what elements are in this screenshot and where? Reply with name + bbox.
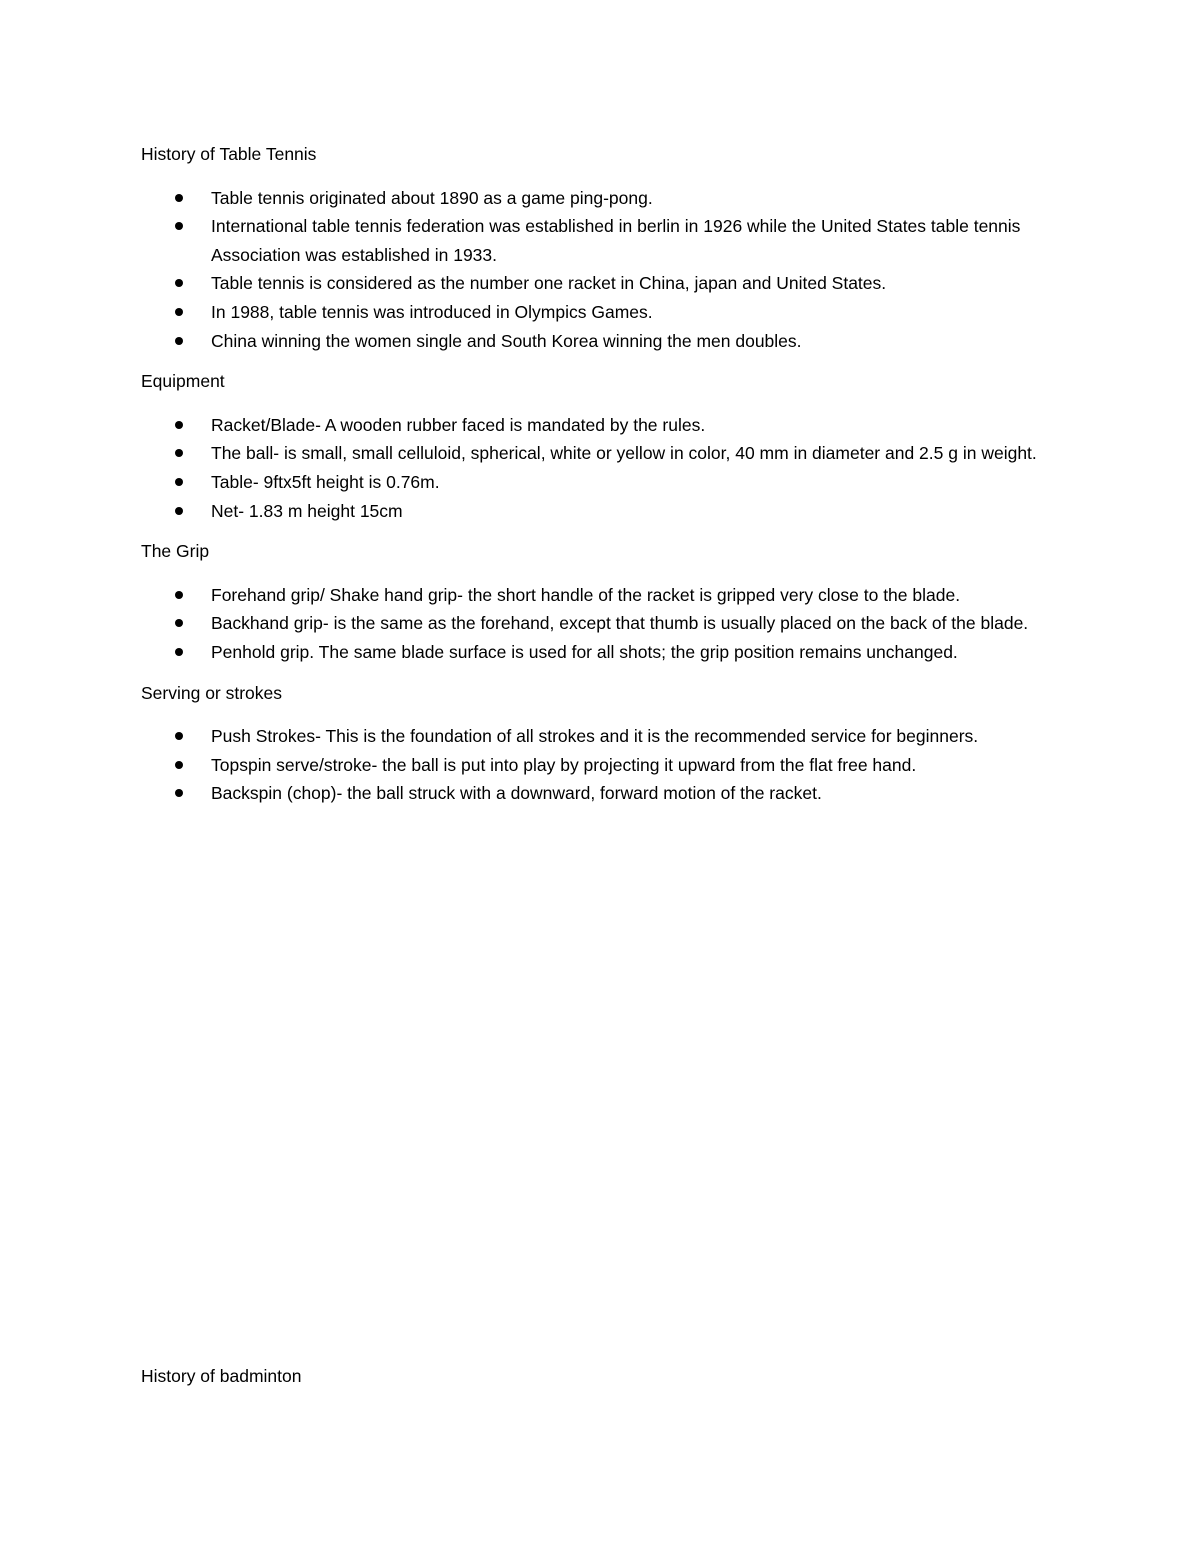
section-heading: Equipment: [141, 371, 225, 392]
list-item: [141, 298, 1071, 327]
bullet-list: [141, 581, 1071, 667]
list-item: [141, 439, 1071, 468]
bullet-icon: [175, 761, 183, 769]
section-serving-or-strokes: [141, 679, 1071, 808]
list-item: [141, 581, 1071, 610]
list-item: [141, 269, 1071, 298]
list-item: [141, 722, 1071, 751]
section-equipment: [141, 367, 1071, 525]
list-item: [141, 497, 1071, 526]
bullet-list: [141, 184, 1071, 356]
list-item: [141, 468, 1071, 497]
list-item-text: International table tennis federation was established in berlin in 1926 while the United States table tennis Association was established in 1933.: [211, 216, 1021, 265]
bullet-icon: [175, 789, 183, 797]
list-item: [141, 212, 1071, 269]
list-item: [141, 327, 1071, 356]
bullet-icon: [175, 421, 183, 429]
list-item-text: In 1988, table tennis was introduced in Olympics Games.: [211, 301, 653, 322]
bullet-list: [141, 411, 1071, 525]
bullet-icon: [175, 449, 183, 457]
section-heading: History of Table Tennis: [141, 144, 317, 164]
document-content: [141, 140, 1071, 820]
list-item: [141, 411, 1071, 440]
bullet-icon: [175, 591, 183, 599]
list-item-text: Table tennis is considered as the number one racket in China, japan and United States.: [211, 273, 887, 294]
section-history-table-tennis: [141, 140, 1071, 355]
bullet-icon: [175, 619, 183, 627]
list-item-text: Table- 9ftx5ft height is 0.76m.: [211, 471, 440, 492]
list-item-text: Penhold grip. The same blade surface is used for all shots; the grip position remains unchanged.: [211, 641, 958, 662]
list-item-text: Backspin (chop)- the ball struck with a downward, forward motion of the racket.: [211, 783, 822, 804]
bullet-icon: [175, 279, 183, 287]
list-item-text: Table tennis originated about 1890 as a game ping-pong.: [211, 187, 653, 208]
section-heading-badminton: History of badminton: [141, 1366, 302, 1386]
list-item: [141, 638, 1071, 667]
section-the-grip: [141, 537, 1071, 666]
list-item-text: Topspin serve/stroke- the ball is put into play by projecting it upward from the flat free hand.: [211, 754, 917, 775]
bullet-icon: [175, 507, 183, 515]
section-heading: Serving or strokes: [141, 682, 283, 703]
list-item-text: Racket/Blade- A wooden rubber faced is mandated by the rules.: [211, 414, 706, 435]
list-item: [141, 779, 1071, 808]
bullet-icon: [175, 732, 183, 740]
list-item: [141, 751, 1071, 780]
list-item-text: The ball- is small, small celluloid, spherical, white or yellow in color, 40 mm in diameter and 2.5 g in weight.: [211, 443, 1037, 464]
bullet-icon: [175, 648, 183, 656]
list-item: [141, 184, 1071, 213]
bullet-list: [141, 722, 1071, 808]
list-item-text: Net- 1.83 m height 15cm: [211, 500, 403, 521]
list-item-text: Forehand grip/ Shake hand grip- the short handle of the racket is gripped very close to the blade.: [211, 584, 961, 605]
bullet-icon: [175, 337, 183, 345]
bullet-icon: [175, 308, 183, 316]
section-heading: The Grip: [141, 541, 210, 562]
list-item-text: China winning the women single and South Korea winning the men doubles.: [211, 330, 802, 351]
list-item-text: Backhand grip- is the same as the forehand, except that thumb is usually placed on the back of the blade.: [211, 613, 1029, 634]
bullet-icon: [175, 222, 183, 230]
list-item-text: Push Strokes- This is the foundation of all strokes and it is the recommended service for beginners.: [211, 726, 979, 747]
list-item: [141, 609, 1071, 638]
bullet-icon: [175, 478, 183, 486]
bullet-icon: [175, 194, 183, 202]
